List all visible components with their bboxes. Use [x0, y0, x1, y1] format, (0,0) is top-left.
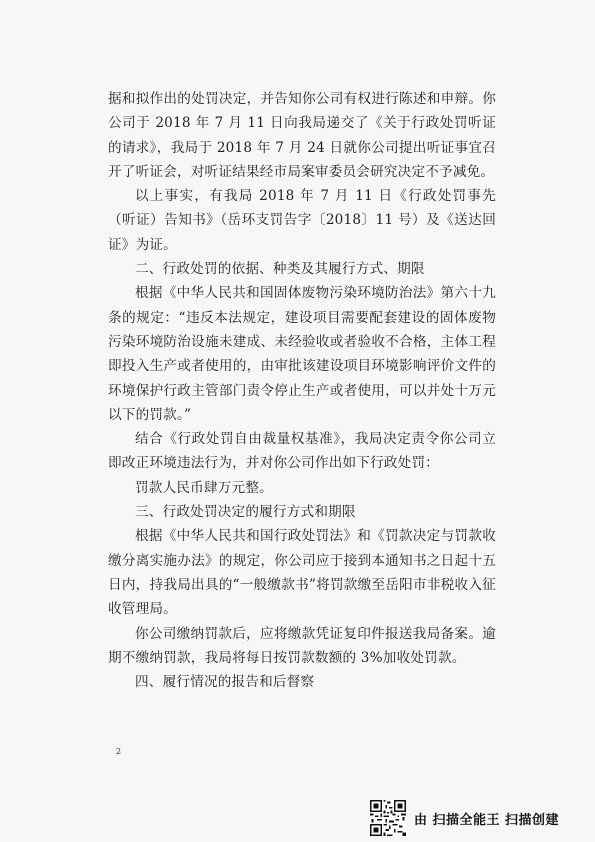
- paragraph: 根据《中华人民共和国行政处罚法》和《罚款决定与罚款收缴分离实施办法》的规定，你公司应于接到本通知书之日起十五日内，持我局出具的“一般缴款书”将罚款缴至岳阳市非税收入征收管理局。: [108, 528, 496, 618]
- section-heading: 三、行政处罚决定的履行方式和期限: [135, 504, 356, 521]
- scanner-watermark: [370, 800, 559, 836]
- section-heading: 二、行政处罚的依据、种类及其履行方式、期限: [135, 261, 425, 278]
- page-number: 2: [116, 747, 122, 756]
- scanner-credit-text: 由 扫描全能王 扫描创建: [414, 812, 560, 828]
- section-heading: 四、履行情况的报告和后督察: [135, 674, 315, 691]
- paragraph: 罚款人民币肆万元整。: [135, 479, 273, 496]
- paragraph: 以上事实，有我局 2018 年 7 月 11 日《行政处罚事先（听证）告知书》（岳环支罚告字〔2018〕11 号）及《送达回证》为证。: [108, 188, 496, 253]
- paragraph: 根据《中华人民共和国固体废物污染环境防治法》第六十九条的规定：“违反本法规定，建设项目需要配套建设的固体废物污染环境防治设施未建成、未经验收或者验收不合格，主体工程即投入生产或者使用的，由审批该建设项目环境影响评价文件的环境保护行政主管部门责令停止生产或者使用，可以并处十万元以下的罚款。”: [108, 285, 496, 423]
- qr-code-icon: [370, 800, 406, 836]
- paragraph: 据和拟作出的处罚决定，并告知你公司有权进行陈述和申辩。你公司于 2018 年 7 月 11 日向我局递交了《关于行政处罚听证的请求》，我局于 2018 年 7 月 24 日就你公司提出听证事宜召开了听证会，对听证结果经市局案审委员会研究决定不予减免。: [108, 91, 496, 180]
- paragraph: 你公司缴纳罚款后，应将缴款凭证复印件报送我局备案。逾期不缴纳罚款，我局将每日按罚款数额的 3%加收处罚款。: [108, 625, 496, 666]
- body-text: [108, 87, 496, 694]
- paragraph: 结合《行政处罚自由裁量权基准》，我局决定责令你公司立即改正环境违法行为，并对你公司作出如下行政处罚：: [108, 431, 496, 472]
